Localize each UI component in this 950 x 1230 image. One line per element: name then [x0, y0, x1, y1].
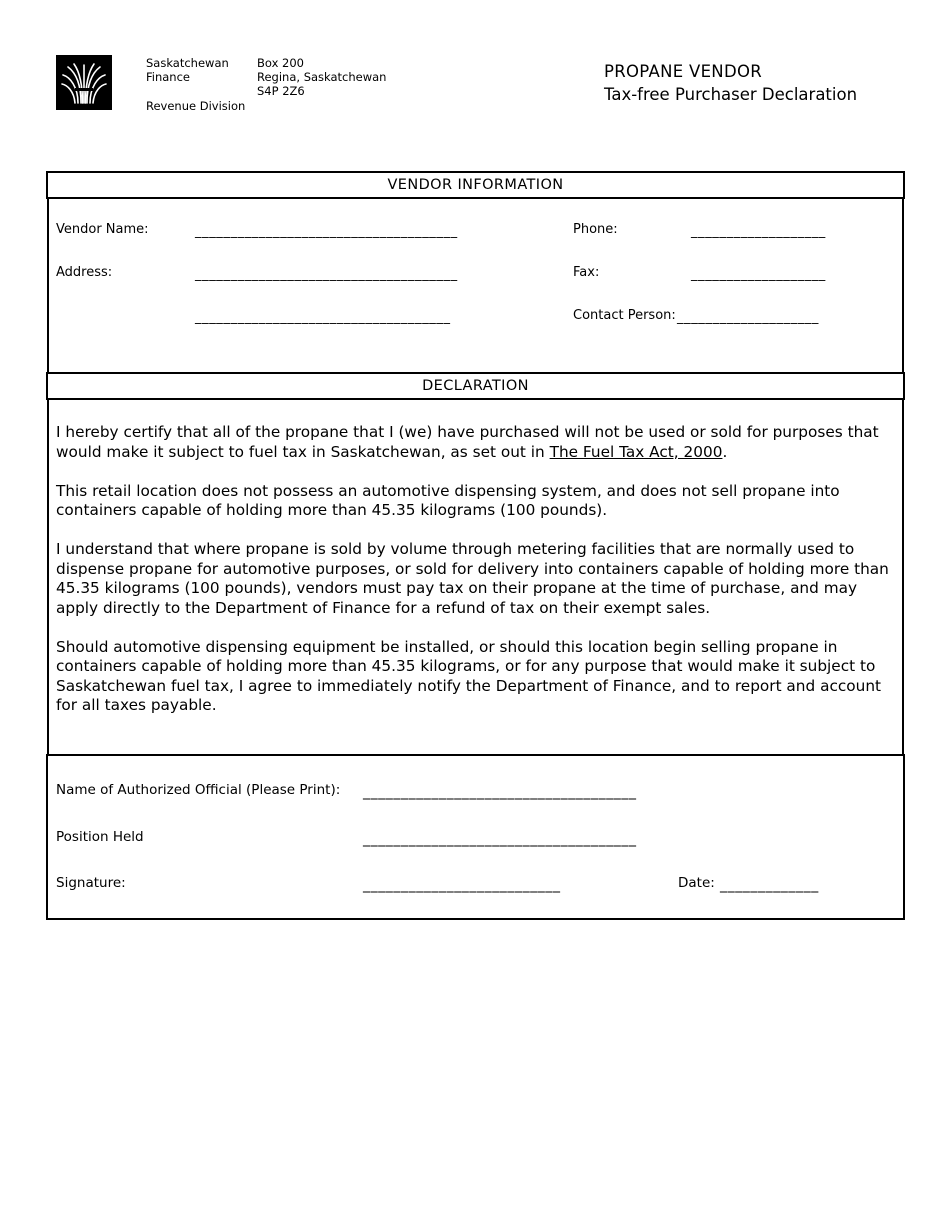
saskatchewan-logo	[56, 55, 112, 110]
vendor-name-field[interactable]: _____________________________________	[195, 224, 458, 239]
position-held-label: Position Held	[56, 829, 144, 845]
signature-label: Signature:	[56, 875, 126, 891]
phone-field[interactable]: ___________________	[691, 224, 826, 239]
wheat-sheaf-icon	[56, 55, 112, 110]
declaration-paragraph-2: This retail location does not possess an automotive dispensing system, and does not sell propane into containers capable of holding more than 45.35 kilograms (100 pounds).	[56, 481, 840, 519]
contact-person-label: Contact Person:	[573, 308, 676, 323]
declaration-paragraph-4: Should automotive dispensing equipment be installed, or should this location begin selling propane in containers capable of holding more than 45.35 kilograms, or for any purpose that would make it subject to Saskatchewan fuel tax, I agree to immediately notify the Department of Finance, and to report and account for all taxes payable.	[56, 637, 882, 714]
declaration-paragraph-1	[56, 423, 896, 462]
fax-label: Fax:	[573, 265, 600, 280]
address-field-line1[interactable]: _____________________________________	[195, 267, 458, 282]
org-division: Revenue Division	[146, 99, 246, 113]
form-subtitle: Tax-free Purchaser Declaration	[604, 85, 858, 104]
signature-field[interactable]: __________________________	[363, 877, 561, 893]
address-label: Address:	[56, 265, 113, 280]
declaration-heading: DECLARATION	[46, 372, 905, 400]
fax-field[interactable]: ___________________	[691, 267, 826, 282]
address-line1: Box 200	[257, 56, 304, 70]
contact-person-field[interactable]: ____________________	[677, 310, 819, 325]
address-line2: Regina, Saskatchewan	[257, 70, 387, 84]
vendor-information-heading: VENDOR INFORMATION	[46, 171, 905, 199]
date-field[interactable]: _____________	[720, 877, 819, 893]
vendor-name-label: Vendor Name:	[56, 222, 149, 237]
org-name-line1: Saskatchewan	[146, 56, 229, 70]
phone-label: Phone:	[573, 222, 618, 237]
declaration-p1-end: .	[722, 442, 728, 461]
declaration-form	[46, 171, 905, 920]
form-title: PROPANE VENDOR	[604, 62, 763, 81]
fuel-tax-act-reference: The Fuel Tax Act, 2000	[549, 442, 723, 461]
date-label: Date:	[678, 875, 715, 891]
declaration-text	[56, 423, 896, 735]
position-held-field[interactable]: ____________________________________	[363, 831, 637, 847]
address-postal-code: S4P 2Z6	[257, 84, 305, 98]
declaration-paragraph-3: I understand that where propane is sold by volume through metering facilities that are normally used to dispense propane for automotive purposes, or sold for delivery into containers capable of holding more than 45.35 kilograms (100 pounds), vendors must pay tax on their propane at the time of purchase, and may apply directly to the Department of Finance for a refund of tax on their exempt sales.	[56, 540, 889, 617]
declaration-p1-text: I hereby certify that all of the propane that I (we) have purchased will not be used or sold for purposes that would make it subject to fuel tax in Saskatchewan, as set out in	[56, 423, 879, 461]
authorized-official-field[interactable]: ____________________________________	[363, 784, 637, 800]
authorized-official-label: Name of Authorized Official (Please Print):	[56, 782, 341, 798]
address-field-line2[interactable]: ____________________________________	[195, 310, 451, 325]
org-name-line2: Finance	[146, 70, 190, 84]
